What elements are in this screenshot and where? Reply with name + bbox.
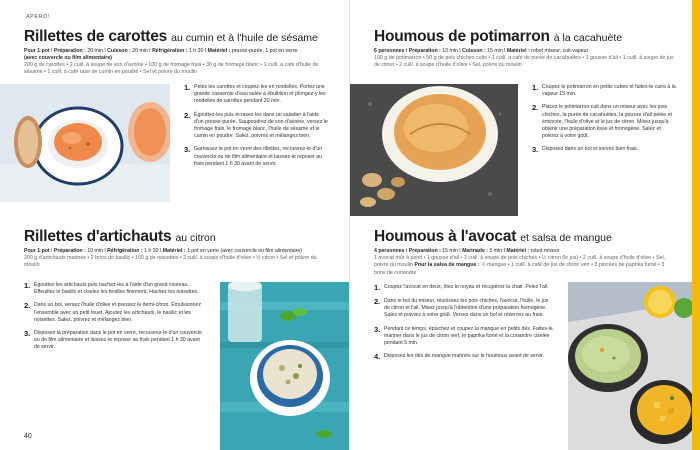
recipe-title-sub: au citron: [175, 232, 216, 244]
accent-page-edge: [692, 0, 700, 450]
step-number: 3.: [374, 324, 381, 334]
step-number: 1.: [532, 83, 539, 92]
step-item: [24, 282, 204, 296]
recipe-title-artichoke-rillettes: [24, 228, 216, 246]
step-number: 2.: [374, 297, 381, 306]
ingredients-salsa: ½ mangue • 1 cuill. à café de jus de citron vert • 3 pincées de paprika fumé • 3 brins de coriandre: [374, 262, 665, 276]
recipe-ingredients: 200 g de carottes • 2 cuill. à soupe de son d'avoine • 100 g de fromage frais • 30 g de fromage blanc • 1 cuill. à café d'huile de sésame • 1 cuill. à café rase de cumin en poudre • Sel et poivre du moulin: [24, 62, 319, 76]
meta-fridge-label: Réfrigération :: [152, 48, 188, 54]
meta-servings: 4 personnes: [374, 248, 405, 254]
step-text: Pendant ce temps, épluchez et coupez la mangue en petits dés. Faites-la mariner dans le jus de citron vert, le paprika fumé et la coriandre ciselée pendant 5 min.: [384, 325, 553, 347]
recipe1-steps: [184, 84, 329, 174]
step-text: Égouttez-les puis écrasez-les dans un saladier à l'aide d'un presse-purée. Saupoudrez de son d'avoine, versez le fromage frais, le fromage blanc, l'huile de sésame et le cumin en poudre. Salez, poivrez et mélangez bien.: [194, 111, 328, 140]
recipe-meta: 6 personnes ǀ Préparation : 10 min ǀ Cuisson : 15 min ǀ Matériel : robot mixeur, cuit-vapeur: [374, 48, 589, 54]
meta-material-value: presse-purée, 1 pot en verre: [231, 48, 298, 54]
step-text: Pelez les carottes et coupez-les en rondelles. Portez une grande casserole d'eau salée à ébullition et plongez-y les rondelles de carottes pendant 20 min.: [194, 84, 326, 105]
step-text: Garnissez le pot en verre des rillettes, recouvrez-le d'un couvercle ou de film alimentaire et laissez-le reposer au frais pendant 1 h 30 avant de servir.: [194, 146, 323, 167]
meta-prep-value: 10 min: [442, 48, 458, 54]
recipe-title-main: Rillettes de carottes: [24, 28, 168, 45]
recipe-title-sub: au cumin et à l'huile de sésame: [171, 32, 318, 44]
meta-servings: 6 personnes: [374, 48, 405, 54]
meta-material-label: Matériel :: [506, 248, 530, 254]
step-item: [184, 112, 329, 141]
step-item: [374, 326, 554, 348]
section-tag: APÉRO!: [26, 14, 50, 20]
page-number: 40: [24, 433, 32, 440]
recipe-ingredients: 200 g d'artichauts marinés • 2 brins de basilic • 100 g de noisettes • 2 cuill. à soupe d'huile d'olive • ½ citron • Sel et poivre du moulin: [24, 255, 317, 269]
pumpkin-hummus-photo: [350, 84, 518, 216]
meta-marinade-value: 5 min: [489, 248, 503, 254]
meta-cook-label: Cuisson :: [107, 48, 131, 54]
meta-fridge-value: 1 h 30: [144, 248, 159, 254]
meta-material-label: Matériel :: [162, 248, 186, 254]
step-item: [532, 146, 677, 154]
avocado-hummus-photo: [568, 282, 692, 450]
recipe-title-avocado-hummus: [374, 228, 612, 246]
meta-prep-value: 10 min: [87, 248, 103, 254]
recipe-title-main: Houmous à l'avocat: [374, 228, 517, 245]
recipe-title-sub: et salsa de mangue: [520, 232, 612, 244]
ingredients-main: 1 avocat mûr à point • 1 gousse d'ail • 3 cuill. à soupe de pois chiches • ½ citron (le jus) • 2 cuill. à soupe d'huile d'olive • Sel, poivre du moulin: [374, 255, 666, 269]
step-number: 3.: [184, 145, 191, 155]
meta-fridge-value: 1 h 30: [188, 48, 204, 54]
step-text: Coupez le potimarron en petits cubes et faites-le cuire à la vapeur 15 min.: [542, 84, 676, 98]
step-number: 4.: [374, 352, 381, 362]
recipe-ingredients: 100 g de potimarron • 50 g de pois chiches cuits • 1 cuill. à café de purée de cacahuètes • 1 gousse d'ail • 1 cuill. à soupe de jus de citron • 2 cuill. à soupe d'huile d'olive • Sel, poivre du moulin: [374, 55, 674, 69]
step-text: Dans le bol du mixeur, réunissez les pois chiches, l'avocat, l'huile, le jus de citron et l'ail. Mixez jusqu'à l'obtention d'une préparation homogène. Salez et poivrez à votre goût. Versez dans un bol et réservez au frais.: [384, 298, 549, 319]
recipe-meta: 4 personnes ǀ Préparation : 15 min ǀ Marinade : 5 min ǀ Matériel : robot mixeur: [374, 248, 560, 254]
meta-prep-label: Préparation :: [408, 248, 441, 254]
step-item: [374, 284, 554, 292]
step-number: 2.: [184, 110, 191, 120]
recipe-meta: Pour 1 pot ǀ Préparation : 20 min ǀ Cuisson : 20 min ǀ Réfrigération : 1 h 30 ǀ Matériel : presse-purée, 1 pot en verre: [24, 48, 298, 54]
step-text: Disposez dans un bol et servez bien frais.: [542, 146, 639, 153]
meta-cook-label: Cuisson :: [462, 48, 486, 54]
recipe2-steps: [24, 282, 204, 358]
meta-material-value: 1 pot en verre (avec couvercle ou film alimentaire): [186, 248, 303, 254]
recipe-ingredients: [374, 255, 670, 277]
step-number: 1.: [374, 283, 381, 292]
recipe-title-main: Rillettes d'artichauts: [24, 228, 172, 245]
step-item: [374, 353, 554, 361]
meta-cook-value: 15 min: [487, 48, 503, 54]
step-text: Disposez les dés de mangue marinés sur le houmous avant de servir.: [384, 353, 545, 360]
recipe4-steps: [374, 284, 554, 367]
meta-material-value: robot mixeur, cuit-vapeur: [531, 48, 589, 54]
step-text: Dans un bol, versez l'huile d'olive et pressez le demi-citron. Émulsionnez l'ensemble avec un petit fouet. Ajoutez les artichauts, le basilic et les noisettes. Salez, poivrez et mélangez bien.: [34, 302, 201, 323]
step-number: 2.: [24, 301, 31, 311]
meta-servings: Pour 1 pot: [24, 248, 50, 254]
step-number: 2.: [532, 103, 539, 113]
step-item: [24, 330, 204, 352]
step-item: [184, 146, 329, 168]
meta-marinade-label: Marinade :: [462, 248, 489, 254]
step-item: [532, 104, 677, 140]
artichoke-rillettes-photo: [220, 282, 350, 450]
meta-prep-value: 20 min: [87, 48, 103, 54]
salsa-label: Pour la salsa de mangue :: [414, 262, 480, 269]
recipe-title-sub: à la cacahuète: [553, 32, 623, 44]
step-number: 1.: [184, 83, 191, 92]
step-text: Placez le potimarron cuit dans un mixeur avec les pois chiches, la purée de cacahuètes, la gousse d'ail pelée et émincée, l'huile d'olive et le jus de citron. Mixez jusqu'à obtenir une préparation lisse et homogène. Salez et poivrez à votre goût.: [542, 104, 672, 140]
meta-material-label: Matériel :: [506, 48, 530, 54]
step-item: [532, 84, 677, 98]
step-text: Coupez l'avocat en deux, ôtez le noyau et récupérez la chair. Pelez l'ail.: [384, 284, 549, 290]
step-item: [374, 298, 554, 320]
meta-prep-label: Préparation :: [53, 48, 86, 54]
step-number: 3.: [532, 145, 539, 155]
step-number: 1.: [24, 281, 31, 290]
recipe-title-pumpkin-hummus: [374, 28, 622, 46]
meta-material-cont: (avec couvercle ou film alimentaire): [24, 55, 112, 61]
recipe-title-carrot-rillettes: [24, 28, 318, 46]
meta-cook-value: 20 min: [132, 48, 148, 54]
meta-servings: Pour 1 pot: [24, 48, 50, 54]
meta-prep-value: 15 min: [442, 248, 458, 254]
step-item: [184, 84, 329, 106]
right-page: [350, 0, 700, 450]
step-text: Disposez la préparation dans le pot en verre, recouvrez-le d'un couvercle ou de film alimentaire et laissez-le reposer au frais pendant 1 h 30 avant de servir.: [34, 330, 202, 351]
meta-fridge-label: Réfrigération :: [107, 248, 143, 254]
recipe-title-main: Houmous de potimarron: [374, 28, 550, 45]
carrot-rillettes-photo: [0, 84, 170, 202]
step-number: 3.: [24, 329, 31, 339]
recipe-meta: Pour 1 pot ǀ Préparation : 10 min ǀ Réfrigération : 1 h 30 ǀ Matériel : 1 pot en verre (avec couvercle ou film alimentaire): [24, 248, 303, 254]
meta-prep-label: Préparation :: [53, 248, 86, 254]
meta-material-value: robot mixeur: [530, 248, 560, 254]
step-item: [24, 302, 204, 324]
meta-prep-label: Préparation :: [408, 48, 441, 54]
meta-material-label: Matériel :: [207, 48, 231, 54]
step-text: Égouttez les artichauts puis hachez-les à l'aide d'un grand couteau. Effeuillez le basilic et ciselez les feuilles finement. Hachez les noisettes.: [34, 282, 199, 296]
recipe3-steps: [532, 84, 677, 160]
